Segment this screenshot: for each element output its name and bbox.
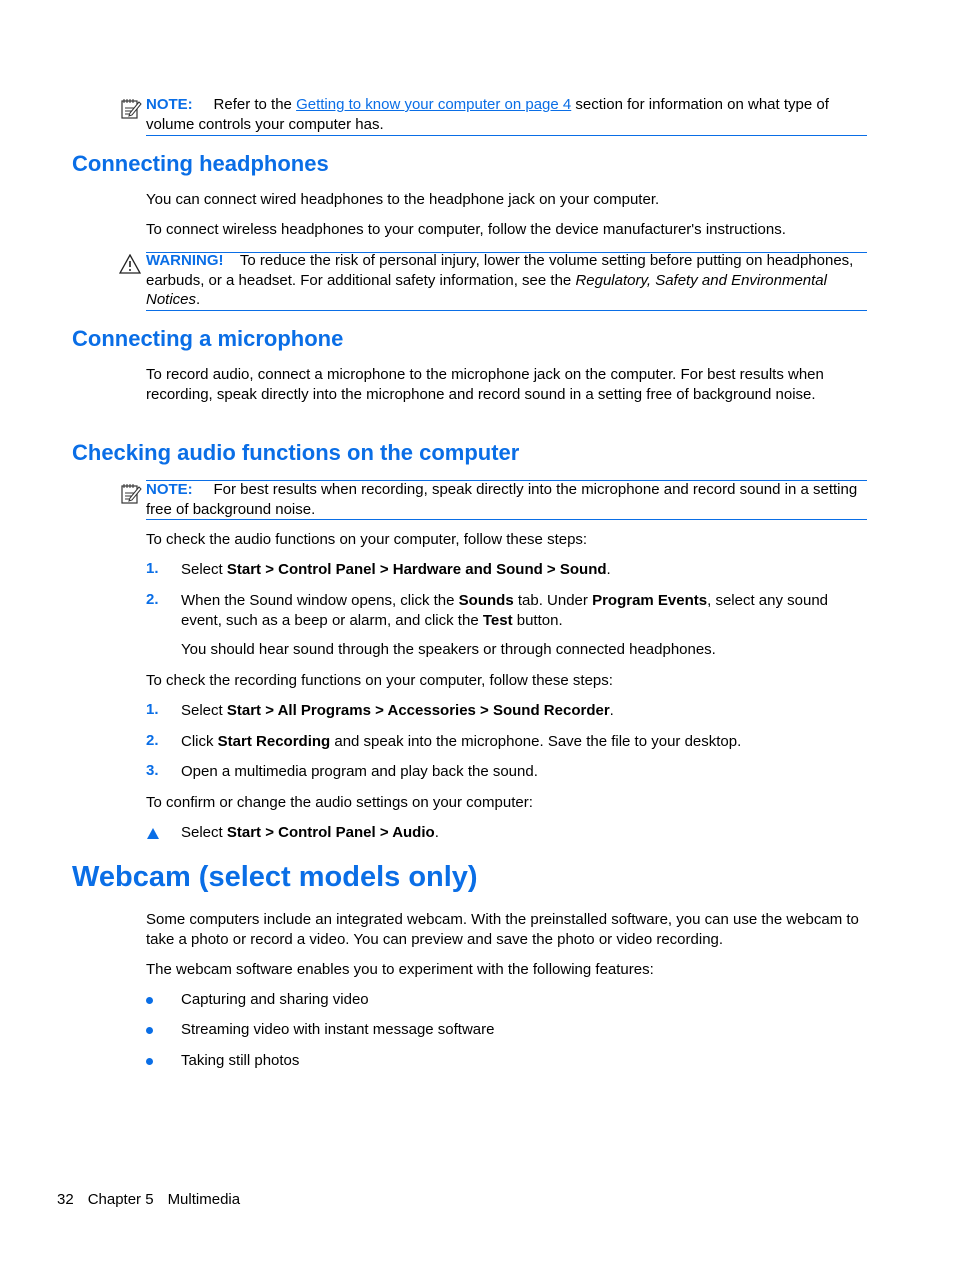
page-footer [57, 1191, 254, 1208]
warning-volume: WARNING! To reduce the risk of personal injury, lower the volume setting before putting on headphones, earbuds, or a headset. For additional safety information, see the Regulatory, Safety and Environmental Notices. [146, 252, 854, 308]
note-divider [146, 135, 867, 136]
step-number: 2. [146, 732, 159, 749]
bullet-dot-icon [146, 1058, 153, 1065]
paragraph-wired-headphones: You can connect wired headphones to the headphone jack on your computer. [146, 191, 660, 208]
step-start-recording: Click Start Recording and speak into the microphone. Save the file to your desktop. [181, 733, 742, 750]
list-item-feature: Streaming video with instant message software [181, 1021, 495, 1038]
note-icon [120, 483, 142, 505]
note-label: NOTE: [146, 96, 193, 113]
note-label: NOTE: [146, 481, 193, 498]
note-volume-controls: NOTE: Refer to the Getting to know your computer on page 4 section for information on what type of volume controls your computer has. [146, 96, 829, 133]
paragraph-webcam-intro: Some computers include an integrated webcam. With the preinstalled software, you can use the webcam to take a photo or record a video. You can preview and save the photo or video recording. [146, 911, 859, 948]
getting-to-know-link[interactable]: Getting to know your computer on page 4 [296, 96, 572, 113]
paragraph-microphone: To record audio, connect a microphone to the microphone jack on the computer. For best results when recording, speak directly into the microphone and record sound in a setting free of background noise. [146, 366, 824, 403]
paragraph-hear-sound: You should hear sound through the speakers or through connected headphones. [181, 641, 716, 658]
paragraph-audio-steps-intro: To check the audio functions on your computer, follow these steps: [146, 531, 588, 548]
note-recording-tip: NOTE: For best results when recording, speak directly into the microphone and record sound in a setting free of background noise. [146, 481, 858, 518]
chapter-title: Multimedia [167, 1191, 241, 1208]
heading-connecting-microphone: Connecting a microphone [72, 326, 344, 351]
step-sounds-tab: When the Sound window opens, click the Sounds tab. Under Program Events, select any sound event, such as a beep or alarm, and click the Test button. [181, 592, 829, 629]
step-number: 1. [146, 701, 159, 718]
heading-connecting-headphones: Connecting headphones [72, 151, 329, 176]
step-number: 3. [146, 762, 159, 779]
heading-checking-audio: Checking audio functions on the computer [72, 440, 520, 465]
bullet-dot-icon [146, 1027, 153, 1034]
note-icon [120, 98, 142, 120]
warning-bottom-divider [146, 310, 867, 311]
step-number: 2. [146, 591, 159, 608]
step-number: 1. [146, 560, 159, 577]
list-item-feature: Taking still photos [181, 1052, 300, 1069]
step-sound-recorder: Select Start > All Programs > Accessories > Sound Recorder. [181, 702, 614, 719]
paragraph-wireless-headphones: To connect wireless headphones to your computer, follow the device manufacturer's instructions. [146, 221, 786, 238]
paragraph-webcam-features: The webcam software enables you to experiment with the following features: [146, 961, 654, 978]
heading-webcam: Webcam (select models only) [72, 861, 478, 893]
step-play-back: Open a multimedia program and play back the sound. [181, 763, 538, 780]
page-number: 32 [57, 1191, 74, 1208]
bullet-dot-icon [146, 997, 153, 1004]
paragraph-audio-settings-intro: To confirm or change the audio settings on your computer: [146, 794, 533, 811]
triangle-bullet-icon [147, 826, 159, 843]
list-item-feature: Capturing and sharing video [181, 991, 369, 1008]
note2-bottom-divider [146, 519, 867, 520]
step-select-sound: Select Start > Control Panel > Hardware and Sound > Sound. [181, 561, 611, 578]
paragraph-recording-steps-intro: To check the recording functions on your computer, follow these steps: [146, 672, 613, 689]
step-control-panel-audio: Select Start > Control Panel > Audio. [181, 824, 439, 841]
warning-label: WARNING! [146, 252, 224, 269]
warning-triangle-icon [119, 254, 141, 274]
chapter-label: Chapter 5 [87, 1191, 154, 1208]
regulatory-notices-title: Regulatory, Safety and Environmental Notices [146, 271, 827, 308]
